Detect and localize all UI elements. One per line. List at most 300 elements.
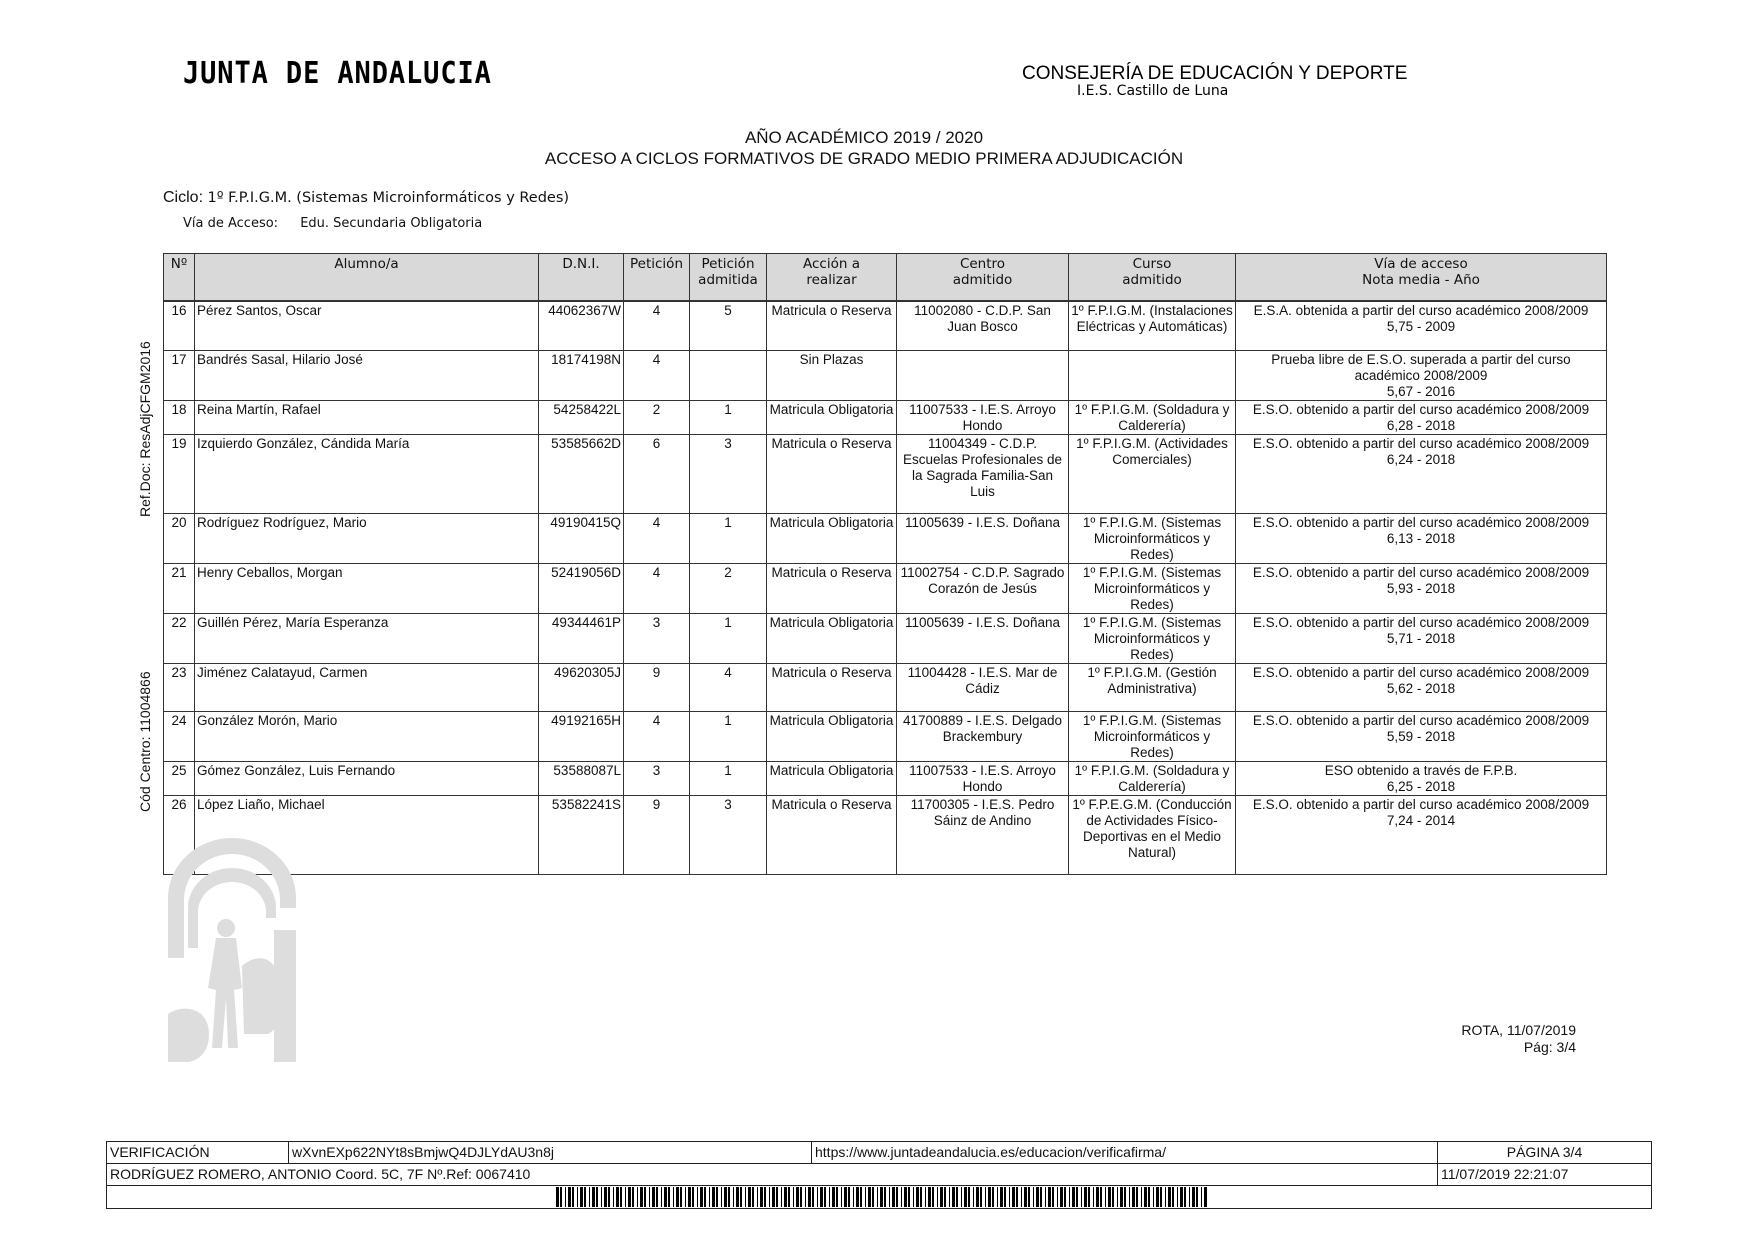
via-acceso-nota — [1236, 351, 1607, 401]
barcode-bar — [628, 1187, 631, 1207]
barcode-bar — [1033, 1187, 1034, 1207]
barcode-bar — [1172, 1187, 1174, 1207]
nota-media-year: 6,28 - 2018 — [1386, 418, 1456, 433]
peticion: 3 — [624, 614, 690, 664]
row-num: 23 — [164, 664, 195, 712]
barcode-bar — [1021, 1187, 1022, 1207]
via-acceso-text: ESO obtenido a través de F.P.B. — [1324, 763, 1518, 778]
table-row — [164, 712, 1607, 762]
barcode-bar — [1024, 1187, 1027, 1207]
nota-media-year: 5,62 - 2018 — [1386, 681, 1456, 696]
via-acceso-nota — [1236, 614, 1607, 664]
barcode-bar — [1160, 1187, 1162, 1207]
barcode-bar — [740, 1187, 742, 1207]
table-row — [164, 614, 1607, 664]
table-row — [164, 796, 1607, 875]
barcode-bar — [913, 1187, 914, 1207]
barcode-bar — [1100, 1187, 1102, 1207]
barcode-bar — [572, 1187, 574, 1207]
nota-media-year: 6,25 - 2018 — [1386, 779, 1456, 794]
barcode-bar — [1129, 1187, 1130, 1207]
barcode-bar — [1148, 1187, 1150, 1207]
barcode-bar — [968, 1187, 970, 1207]
barcode-bar — [817, 1187, 818, 1207]
via-acceso-text: E.S.O. obtenido a partir del curso académico 2008/2009 — [1252, 515, 1590, 530]
barcode-bar — [757, 1187, 758, 1207]
ciclo-label: Ciclo: — [163, 189, 204, 206]
place-and-date: ROTA, 11/07/2019 — [1461, 1022, 1576, 1038]
student-dni: 49192165H — [539, 712, 624, 762]
via-acceso-nota — [1236, 664, 1607, 712]
barcode-bar — [1192, 1187, 1195, 1207]
via-acceso-text: E.S.O. obtenido a partir del curso académico 2008/2009 — [1252, 565, 1590, 580]
barcode-bar — [596, 1187, 598, 1207]
header-curso: Curso admitido — [1069, 254, 1236, 302]
centro-admitido: 11002754 - C.D.P. Sagrado Corazón de Jesús — [897, 564, 1069, 614]
barcode-bar — [889, 1187, 890, 1207]
barcode-bar — [733, 1187, 734, 1207]
barcode-bar — [688, 1187, 691, 1207]
table-row — [164, 401, 1607, 435]
barcode-bar — [556, 1187, 559, 1207]
via-acceso-text: E.S.O. obtenido a partir del curso académico 2008/2009 — [1252, 713, 1590, 728]
curso-admitido: 1º F.P.I.G.M. (Soldadura y Calderería) — [1069, 401, 1236, 435]
cod-centro-label: Cód Centro: 11004866 — [137, 671, 153, 812]
barcode-bar — [1201, 1187, 1202, 1207]
via-acceso-text: E.S.O. obtenido a partir del curso académico 2008/2009 — [1252, 797, 1590, 812]
verification-url[interactable]: https://www.juntadeandalucia.es/educacion/verificafirma/ — [812, 1142, 1438, 1164]
barcode-bar — [1177, 1187, 1178, 1207]
barcode-bar — [872, 1187, 874, 1207]
via-acceso-nota — [1236, 401, 1607, 435]
student-dni: 52419056D — [539, 564, 624, 614]
nota-media-year: 5,71 - 2018 — [1386, 631, 1456, 646]
barcode-bar — [853, 1187, 854, 1207]
barcode-bar — [961, 1187, 962, 1207]
table-row — [164, 564, 1607, 614]
barcode-bar — [1156, 1187, 1159, 1207]
header-centro: Centro admitido — [897, 254, 1069, 302]
barcode-bar — [568, 1187, 571, 1207]
accion: Sin Plazas — [767, 351, 897, 401]
barcode-bar — [772, 1187, 775, 1207]
signature-verification-box — [106, 1141, 1652, 1209]
barcode-bar — [880, 1187, 883, 1207]
barcode-bar — [1004, 1187, 1006, 1207]
barcode-bar — [932, 1187, 934, 1207]
accion: Matricula Obligatoria — [767, 762, 897, 796]
barcode-bar — [997, 1187, 998, 1207]
barcode-bar — [1036, 1187, 1039, 1207]
via-acceso-nota — [1236, 796, 1607, 875]
barcode-bar — [1016, 1187, 1018, 1207]
barcode-bar — [584, 1187, 586, 1207]
via-acceso-nota — [1236, 564, 1607, 614]
barcode-bar — [949, 1187, 950, 1207]
barcode-bar — [832, 1187, 835, 1207]
nota-media-year: 7,24 - 2014 — [1386, 813, 1456, 828]
student-dni: 54258422L — [539, 401, 624, 435]
ref-doc-label: Ref.Doc: ResAdjCFGM2016 — [137, 341, 153, 517]
barcode-bar — [1108, 1187, 1111, 1207]
verification-code: wXvnEXp622NYt8sBmjwQ4DJLYdAU3n8j — [289, 1142, 812, 1164]
barcode-bar — [721, 1187, 722, 1207]
barcode-bar — [901, 1187, 902, 1207]
barcode-bar — [1136, 1187, 1138, 1207]
peticion: 4 — [624, 351, 690, 401]
barcode-bar — [661, 1187, 662, 1207]
header-via: Vía de acceso Nota media - Año — [1236, 254, 1607, 302]
ciclo-line — [163, 189, 569, 207]
row-num: 21 — [164, 564, 195, 614]
header-accion: Acción a realizar — [767, 254, 897, 302]
row-num: 16 — [164, 301, 195, 351]
barcode-bar — [805, 1187, 806, 1207]
barcode-bar — [592, 1187, 595, 1207]
barcode-bar — [992, 1187, 994, 1207]
peticion-admitida: 1 — [690, 514, 767, 564]
barcode-bar — [1009, 1187, 1010, 1207]
student-name: Izquierdo González, Cándida María — [195, 435, 539, 514]
barcode-bar — [788, 1187, 790, 1207]
student-name: Jiménez Calatayud, Carmen — [195, 664, 539, 712]
barcode-bar — [1057, 1187, 1058, 1207]
via-acceso-text: E.S.A. obtenida a partir del curso académico 2008/2009 — [1253, 303, 1589, 318]
barcode-bar — [796, 1187, 799, 1207]
signed-timestamp: 11/07/2019 22:21:07 — [1438, 1164, 1652, 1186]
barcode-bar — [836, 1187, 838, 1207]
barcode-bar — [952, 1187, 955, 1207]
barcode-bar — [752, 1187, 754, 1207]
table-row — [164, 435, 1607, 514]
barcode-bar — [685, 1187, 686, 1207]
via-acceso-text: E.S.O. obtenido a partir del curso académico 2008/2009 — [1252, 436, 1590, 451]
barcode-bar — [980, 1187, 982, 1207]
peticion: 2 — [624, 401, 690, 435]
row-num: 26 — [164, 796, 195, 875]
barcode-bar — [601, 1187, 602, 1207]
curso-admitido: 1º F.P.I.G.M. (Gestión Administrativa) — [1069, 664, 1236, 712]
organization-logo-text: JUNTA DE ANDALUCIA — [183, 56, 492, 91]
barcode-bar — [697, 1187, 698, 1207]
table-row — [164, 301, 1607, 351]
department-name: CONSEJERÍA DE EDUCACIÓN Y DEPORTE — [1022, 63, 1408, 84]
page-number: Pág: 3/4 — [1523, 1039, 1576, 1055]
via-acceso-label: Vía de Acceso: — [183, 216, 279, 231]
barcode-bar — [1060, 1187, 1063, 1207]
barcode-bar — [664, 1187, 667, 1207]
barcode-bar — [928, 1187, 931, 1207]
via-acceso-text: E.S.O. obtenido a partir del curso académico 2008/2009 — [1252, 402, 1590, 417]
barcode-bar — [1112, 1187, 1114, 1207]
via-acceso-text: E.S.O. obtenido a partir del curso académico 2008/2009 — [1252, 615, 1590, 630]
student-dni: 49620305J — [539, 664, 624, 712]
barcode-bar — [700, 1187, 703, 1207]
barcode-bar — [580, 1187, 583, 1207]
student-dni: 53582241S — [539, 796, 624, 875]
barcode-bar — [1072, 1187, 1075, 1207]
footer-page: PÁGINA 3/4 — [1438, 1142, 1652, 1164]
barcode-bar — [892, 1187, 895, 1207]
barcode-bar — [1153, 1187, 1154, 1207]
barcode-bar — [1088, 1187, 1090, 1207]
barcode-bar — [1168, 1187, 1171, 1207]
barcode-bar — [904, 1187, 907, 1207]
row-num: 18 — [164, 401, 195, 435]
verification-barcode — [556, 1187, 1206, 1207]
peticion-admitida: 5 — [690, 301, 767, 351]
student-name: Pérez Santos, Oscar — [195, 301, 539, 351]
peticion-admitida: 2 — [690, 564, 767, 614]
curso-admitido: 1º F.P.I.G.M. (Instalaciones Eléctricas y Automáticas) — [1069, 301, 1236, 351]
barcode-bar — [776, 1187, 778, 1207]
barcode-bar — [1076, 1187, 1078, 1207]
peticion: 9 — [624, 796, 690, 875]
barcode-bar — [877, 1187, 878, 1207]
barcode-bar — [1084, 1187, 1087, 1207]
barcode-bar — [652, 1187, 655, 1207]
barcode-bar — [940, 1187, 943, 1207]
barcode-bar — [937, 1187, 938, 1207]
peticion: 4 — [624, 564, 690, 614]
student-dni: 49344461P — [539, 614, 624, 664]
barcode-bar — [1045, 1187, 1046, 1207]
peticion: 4 — [624, 301, 690, 351]
barcode-bar — [1012, 1187, 1015, 1207]
student-dni: 53588087L — [539, 762, 624, 796]
barcode-bar — [925, 1187, 926, 1207]
barcode-bar — [800, 1187, 802, 1207]
via-acceso-text: E.S.O. obtenido a partir del curso académico 2008/2009 — [1252, 665, 1590, 680]
barcode-bar — [769, 1187, 770, 1207]
document-subtitle: ACCESO A CICLOS FORMATIVOS DE GRADO MEDIO PRIMERA ADJUDICACIÓN — [544, 149, 1184, 168]
header-dni: D.N.I. — [539, 254, 624, 302]
via-acceso-nota — [1236, 435, 1607, 514]
barcode-bar — [884, 1187, 886, 1207]
academic-year-title: AÑO ACADÉMICO 2019 / 2020 — [744, 128, 984, 147]
barcode-bar — [764, 1187, 766, 1207]
peticion-admitida: 1 — [690, 712, 767, 762]
table-header-row — [164, 254, 1607, 302]
barcode-bar — [956, 1187, 958, 1207]
barcode-bar — [856, 1187, 859, 1207]
row-num: 19 — [164, 435, 195, 514]
centro-admitido: 11004349 - C.D.P. Escuelas Profesionales de la Sagrada Familia-San Luis — [897, 435, 1069, 514]
row-num: 25 — [164, 762, 195, 796]
accion: Matricula o Reserva — [767, 301, 897, 351]
student-dni: 49190415Q — [539, 514, 624, 564]
barcode-bar — [908, 1187, 910, 1207]
signer-info: RODRÍGUEZ ROMERO, ANTONIO Coord. 5C, 7F Nº.Ref: 0067410 — [107, 1164, 1438, 1186]
barcode-bar — [1093, 1187, 1094, 1207]
via-acceso-nota — [1236, 301, 1607, 351]
barcode-bar — [848, 1187, 850, 1207]
barcode-bar — [1117, 1187, 1118, 1207]
nota-media-year: 5,75 - 2009 — [1386, 319, 1456, 334]
barcode-bar — [844, 1187, 847, 1207]
barcode-bar — [916, 1187, 919, 1207]
barcode-bar — [1096, 1187, 1099, 1207]
barcode-bar — [1132, 1187, 1135, 1207]
nota-media-year: 6,13 - 2018 — [1386, 531, 1456, 546]
accion: Matricula Obligatoria — [767, 712, 897, 762]
barcode-bar — [1081, 1187, 1082, 1207]
barcode-bar — [616, 1187, 619, 1207]
curso-admitido: 1º F.P.I.G.M. (Soldadura y Calderería) — [1069, 762, 1236, 796]
curso-admitido: 1º F.P.E.G.M. (Conducción de Actividades Físico-Deportivas en el Medio Natural) — [1069, 796, 1236, 875]
barcode-bar — [680, 1187, 682, 1207]
barcode-bar — [637, 1187, 638, 1207]
barcode-bar — [1165, 1187, 1166, 1207]
barcode-bar — [944, 1187, 946, 1207]
row-num: 17 — [164, 351, 195, 401]
barcode-bar — [620, 1187, 622, 1207]
peticion-admitida: 1 — [690, 614, 767, 664]
centro-admitido: 41700889 - I.E.S. Delgado Brackembury — [897, 712, 1069, 762]
junta-coat-of-arms-watermark — [168, 838, 296, 1062]
barcode-bar — [860, 1187, 862, 1207]
barcode-bar — [781, 1187, 782, 1207]
barcode-bar — [824, 1187, 826, 1207]
row-num: 22 — [164, 614, 195, 664]
barcode-bar — [784, 1187, 787, 1207]
nota-media-year: 5,67 - 2016 — [1386, 384, 1456, 399]
curso-admitido: 1º F.P.I.G.M. (Actividades Comerciales) — [1069, 435, 1236, 514]
barcode-bar — [728, 1187, 730, 1207]
header-alumno: Alumno/a — [195, 254, 539, 302]
peticion-admitida — [690, 351, 767, 401]
accion: Matricula o Reserva — [767, 564, 897, 614]
barcode-bar — [1048, 1187, 1051, 1207]
centro-admitido: 11005639 - I.E.S. Doñana — [897, 514, 1069, 564]
barcode-bar — [613, 1187, 614, 1207]
via-acceso-text: Prueba libre de E.S.O. superada a partir del curso académico 2008/2009 — [1271, 352, 1571, 383]
student-name: Guillén Pérez, María Esperanza — [195, 614, 539, 664]
barcode-bar — [1000, 1187, 1003, 1207]
barcode-bar — [716, 1187, 718, 1207]
barcode-bar — [1064, 1187, 1066, 1207]
centro-admitido: 11005639 - I.E.S. Doñana — [897, 614, 1069, 664]
nota-media-year: 5,93 - 2018 — [1386, 581, 1456, 596]
barcode-bar — [673, 1187, 674, 1207]
barcode-bar — [976, 1187, 979, 1207]
accion: Matricula Obligatoria — [767, 401, 897, 435]
peticion: 6 — [624, 435, 690, 514]
barcode-bar — [1141, 1187, 1142, 1207]
barcode-bar — [1120, 1187, 1123, 1207]
peticion: 4 — [624, 514, 690, 564]
student-name: Reina Martín, Rafael — [195, 401, 539, 435]
centro-admitido: 11007533 - I.E.S. Arroyo Hondo — [897, 401, 1069, 435]
student-name: Gómez González, Luis Fernando — [195, 762, 539, 796]
via-acceso-value: Edu. Secundaria Obligatoria — [300, 216, 483, 231]
accion: Matricula o Reserva — [767, 435, 897, 514]
peticion-admitida: 4 — [690, 664, 767, 712]
barcode-bar — [793, 1187, 794, 1207]
header-num: Nº — [164, 254, 195, 302]
header-peticion-admitida: Petición admitida — [690, 254, 767, 302]
barcode-bar — [760, 1187, 763, 1207]
via-acceso-line — [183, 216, 482, 231]
curso-admitido — [1069, 351, 1236, 401]
centro-admitido: 11002080 - C.D.P. San Juan Bosco — [897, 301, 1069, 351]
accion: Matricula Obligatoria — [767, 614, 897, 664]
peticion-admitida: 1 — [690, 762, 767, 796]
barcode-bar — [640, 1187, 643, 1207]
ciclo-value: 1º F.P.I.G.M. (Sistemas Microinformáticos y Redes) — [207, 190, 570, 206]
curso-admitido: 1º F.P.I.G.M. (Sistemas Microinformáticos y Redes) — [1069, 712, 1236, 762]
nota-media-year: 6,24 - 2018 — [1386, 452, 1456, 467]
barcode-bar — [868, 1187, 871, 1207]
barcode-bar — [812, 1187, 814, 1207]
table-row — [164, 762, 1607, 796]
barcode-bar — [985, 1187, 986, 1207]
barcode-bar — [1040, 1187, 1042, 1207]
barcode-bar — [896, 1187, 898, 1207]
header-peticion: Petición — [624, 254, 690, 302]
barcode-bar — [841, 1187, 842, 1207]
accion: Matricula o Reserva — [767, 796, 897, 875]
row-num: 20 — [164, 514, 195, 564]
peticion-admitida: 1 — [690, 401, 767, 435]
adjudication-table — [163, 253, 1607, 875]
barcode-bar — [589, 1187, 590, 1207]
table-row — [164, 351, 1607, 401]
via-acceso-nota — [1236, 514, 1607, 564]
barcode-bar — [1189, 1187, 1190, 1207]
barcode-bar — [656, 1187, 658, 1207]
curso-admitido: 1º F.P.I.G.M. (Sistemas Microinformáticos y Redes) — [1069, 614, 1236, 664]
table-row — [164, 664, 1607, 712]
row-num: 24 — [164, 712, 195, 762]
peticion: 9 — [624, 664, 690, 712]
accion: Matricula o Reserva — [767, 664, 897, 712]
barcode-bar — [1105, 1187, 1106, 1207]
barcode-bar — [1069, 1187, 1070, 1207]
peticion-admitida: 3 — [690, 435, 767, 514]
barcode-bar — [668, 1187, 670, 1207]
peticion: 4 — [624, 712, 690, 762]
barcode-bar — [1196, 1187, 1198, 1207]
barcode-bar — [560, 1187, 562, 1207]
barcode-bar — [964, 1187, 967, 1207]
barcode-bar — [644, 1187, 646, 1207]
barcode-bar — [649, 1187, 650, 1207]
barcode-bar — [704, 1187, 706, 1207]
barcode-bar — [604, 1187, 607, 1207]
barcode-bar — [748, 1187, 751, 1207]
barcode-bar — [724, 1187, 727, 1207]
barcode-bar — [829, 1187, 830, 1207]
verification-label: VERIFICACIÓN — [107, 1142, 289, 1164]
barcode-bar — [676, 1187, 679, 1207]
barcode-bar — [565, 1187, 566, 1207]
barcode-bar — [1180, 1187, 1183, 1207]
barcode-bar — [692, 1187, 694, 1207]
barcode-bar — [745, 1187, 746, 1207]
student-name: Henry Ceballos, Morgan — [195, 564, 539, 614]
nota-media-year: 5,59 - 2018 — [1386, 729, 1456, 744]
barcode-bar — [632, 1187, 634, 1207]
barcode-bar — [1028, 1187, 1030, 1207]
barcode-bar — [608, 1187, 610, 1207]
accion: Matricula Obligatoria — [767, 514, 897, 564]
via-acceso-nota — [1236, 762, 1607, 796]
barcode-bar — [736, 1187, 739, 1207]
peticion-admitida: 3 — [690, 796, 767, 875]
barcode-bar — [988, 1187, 991, 1207]
student-name: López Liaño, Michael — [195, 796, 539, 875]
